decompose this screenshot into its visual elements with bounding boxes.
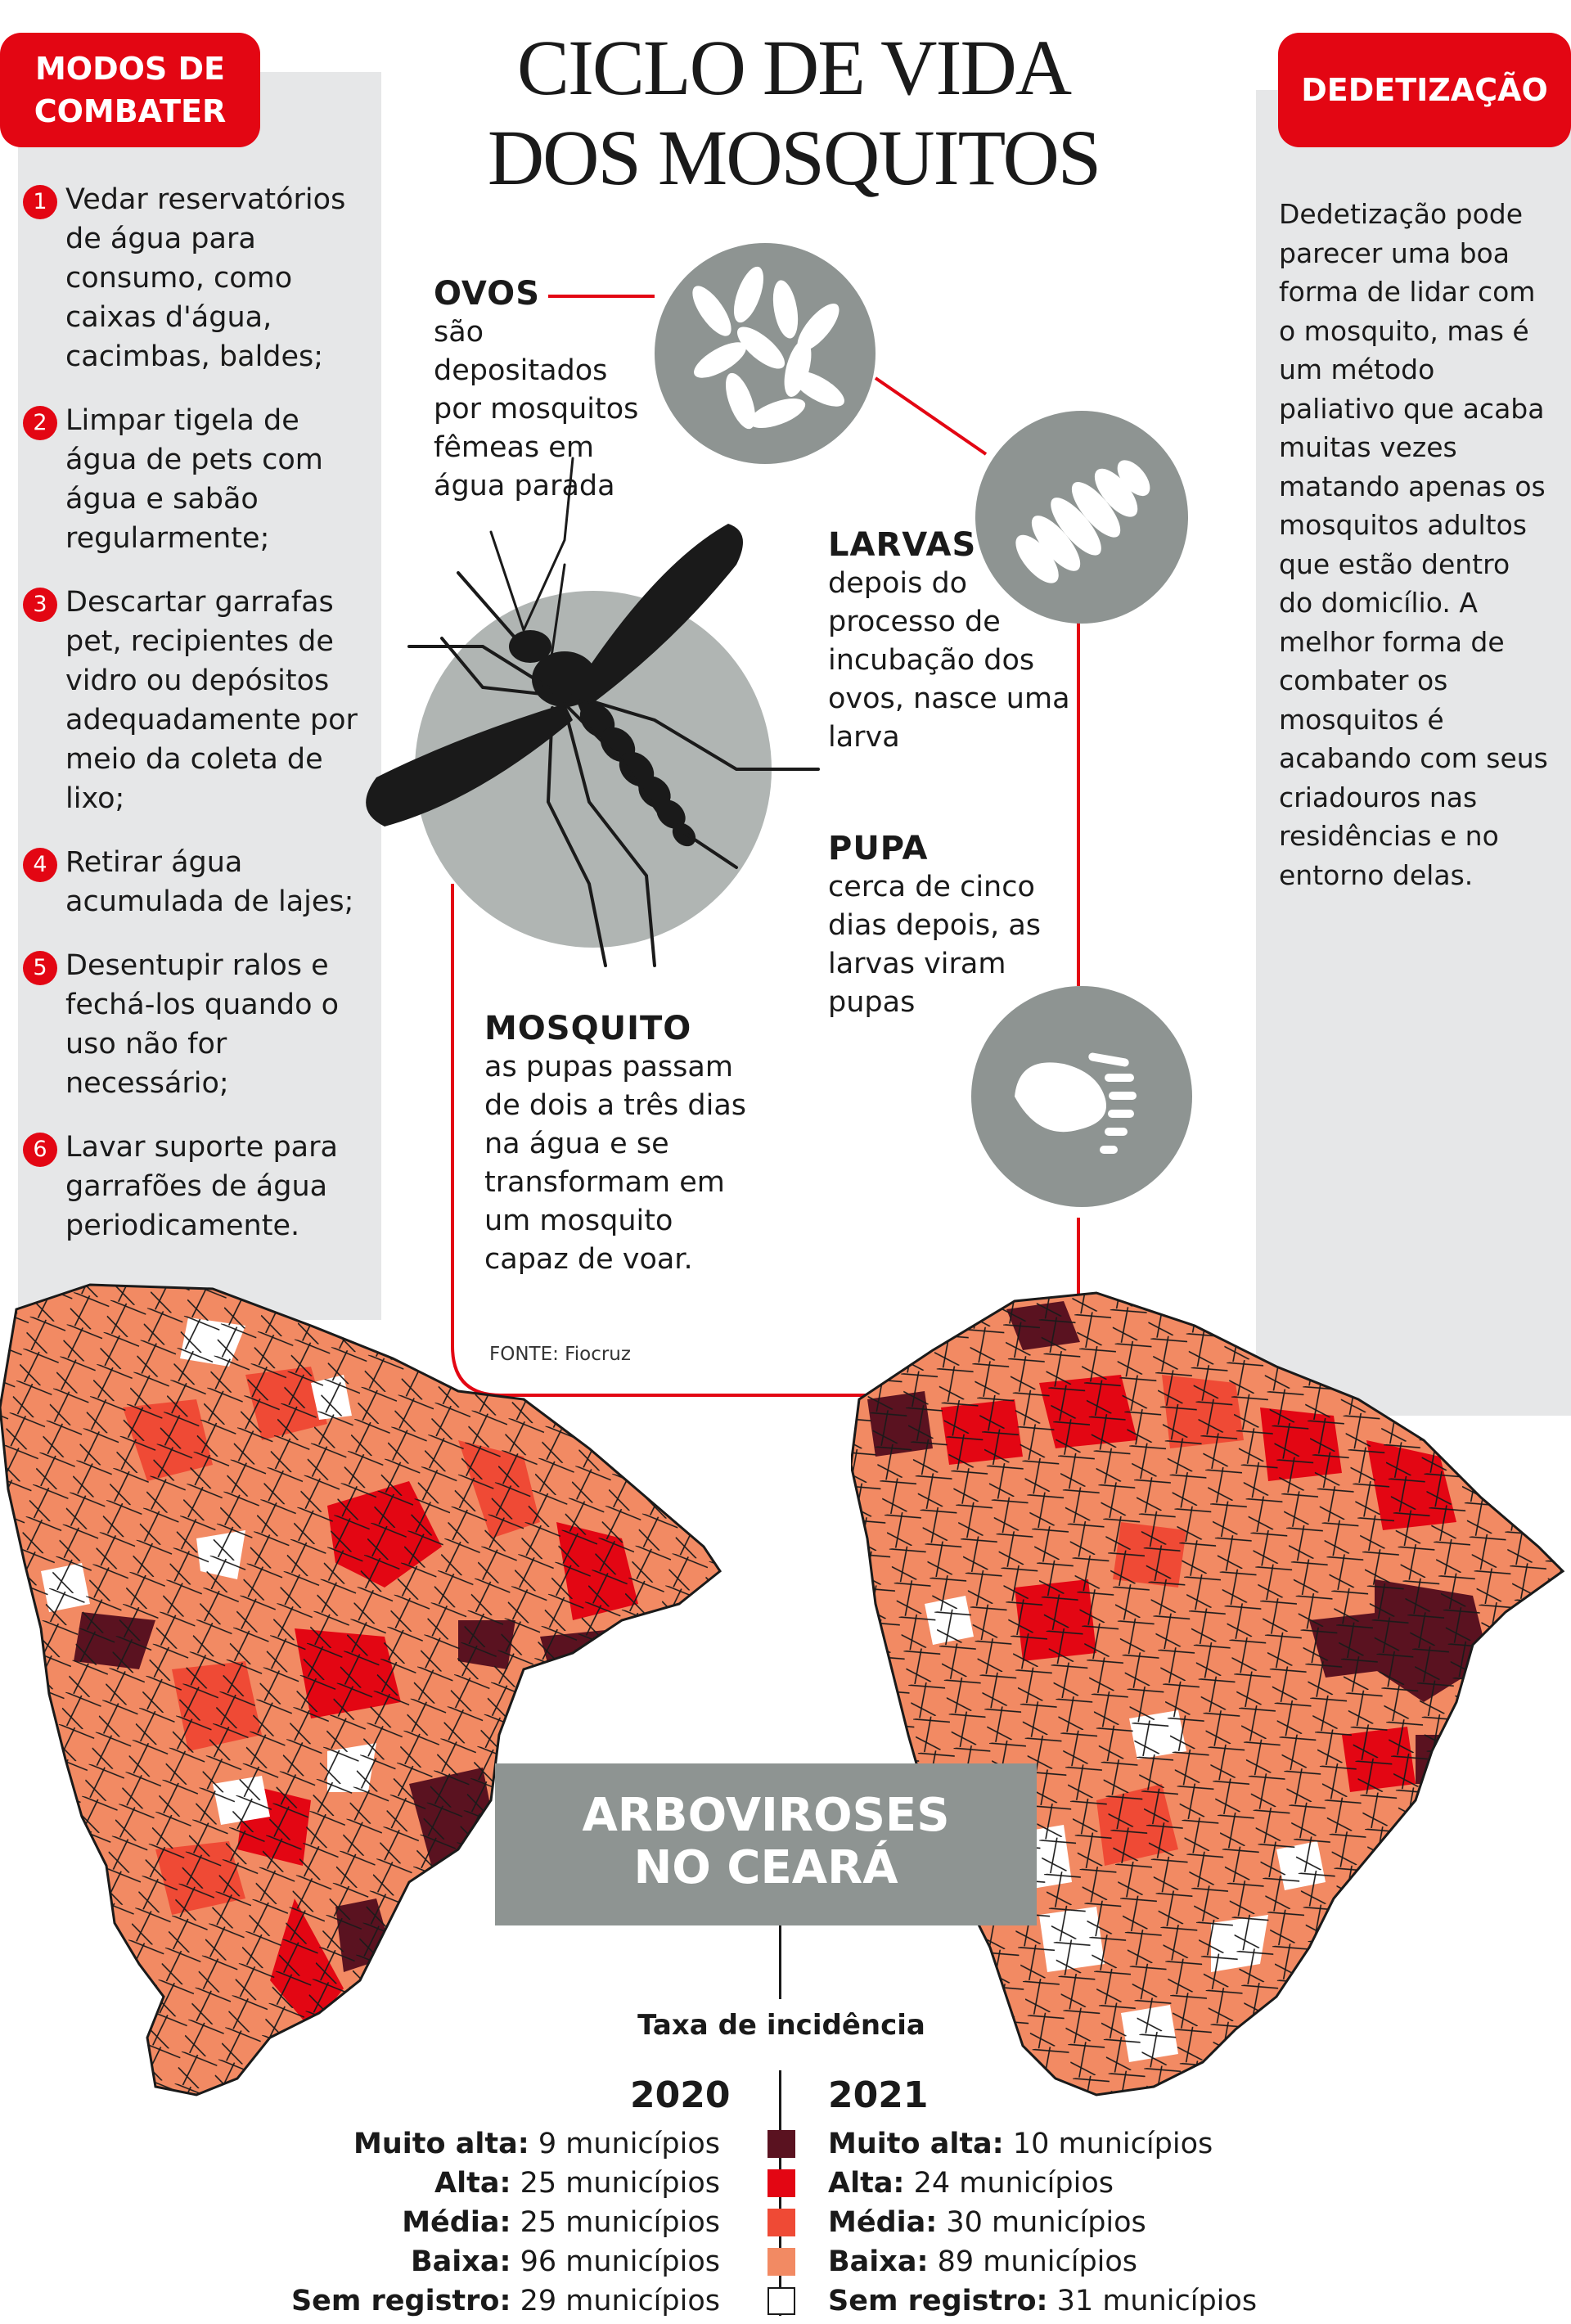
stage-larvas: [828, 525, 1074, 757]
legend-value: 9 municípios: [538, 2128, 720, 2160]
legend-row: [245, 2124, 720, 2164]
legend-year-2020: 2020: [630, 2074, 731, 2116]
step-text: Vedar reservatórios de água para consumo, como caixas d'água, cacimbas, baldes;: [65, 183, 346, 373]
source-credit: FONTE: Fiocruz: [489, 1344, 631, 1365]
legend-row: [828, 2281, 1319, 2321]
legend-value: 10 municípios: [1012, 2128, 1213, 2160]
swatch-muito-alta: [767, 2130, 795, 2158]
stage-mosquito-heading: MOSQUITO: [484, 1010, 692, 1047]
stage-pupa-text: cerca de cinco dias depois, as larvas viram pupas: [828, 871, 1042, 1019]
stage-larvas-text: depois do processo de incubação dos ovos, nasce uma larva: [828, 567, 1070, 754]
legend-row: [828, 2242, 1319, 2281]
step-number-badge: 1: [23, 185, 57, 219]
swatch-baixa: [767, 2248, 795, 2276]
legend-value: 25 municípios: [520, 2206, 720, 2239]
legend-heading: Taxa de incidência: [637, 2009, 925, 2042]
dedetizacao-tag: DEDETIZAÇÃO: [1278, 33, 1571, 147]
title-line2: DOS MOSQUITOS: [487, 114, 1101, 201]
swatch-sem-registro: [767, 2287, 795, 2315]
swatch-media: [767, 2209, 795, 2236]
legend-row: [245, 2164, 720, 2203]
stage-ovos: [434, 274, 663, 506]
legend-swatches: [767, 2130, 795, 2315]
stage-mosquito: [484, 1009, 754, 1279]
combat-tag-line2: COMBATER: [34, 93, 227, 129]
arboviroses-banner: [495, 1763, 1037, 1925]
dedetizacao-text: Dedetização pode parecer uma boa forma de lidar com o mosquito, mas é um método paliativo que acaba muitas vezes matando apenas os mosquitos adultos que estão dentro do domicílio. A melhor forma de combater os mosquitos é acabando com seus criadouros nas residências e no entorno delas.: [1279, 198, 1548, 891]
step-number-badge: 5: [23, 951, 57, 985]
legend-year-2021: 2021: [828, 2074, 929, 2116]
banner-line1: ARBOVIROSES: [582, 1789, 950, 1842]
stage-pupa: [828, 829, 1065, 1022]
swatch-alta: [767, 2169, 795, 2197]
cycle-connector-line: [876, 378, 986, 454]
legend-label: Sem registro:: [828, 2285, 1048, 2317]
step-text: Lavar suporte para garrafões de água periodicamente.: [65, 1131, 338, 1242]
combat-tag-line1: MODOS DE: [34, 51, 226, 87]
legend-label: Alta:: [434, 2167, 511, 2200]
legend-value: 31 municípios: [1056, 2285, 1258, 2317]
step-text: Retirar água acumulada de lajes;: [65, 846, 354, 918]
step-number-badge: 4: [23, 848, 57, 882]
legend-row: [245, 2242, 720, 2281]
banner-line2: NO CEARÁ: [633, 1841, 898, 1894]
legend-value: 89 municípios: [937, 2245, 1138, 2278]
legend-row: [828, 2124, 1319, 2164]
legend-label: Sem registro:: [290, 2285, 511, 2317]
stage-ovos-text: são depositados por mosquitos fêmeas em água parada: [434, 316, 639, 502]
legend-value: 96 municípios: [520, 2245, 720, 2278]
legend-label: Baixa:: [410, 2245, 511, 2278]
title-line1: CICLO DE VIDA: [516, 24, 1071, 111]
legend-label: Alta:: [828, 2167, 905, 2200]
step-number-badge: 2: [23, 406, 57, 440]
legend-row: [828, 2164, 1319, 2203]
legend-row: [245, 2281, 720, 2321]
legend-label: Muito alta:: [353, 2128, 529, 2160]
ceara-map-2020: [0, 1277, 736, 2128]
legend-value: 24 municípios: [913, 2167, 1114, 2200]
legend-label: Média:: [402, 2206, 511, 2239]
stage-mosquito-text: as pupas passam de dois a três dias na água e se transformam em um mosquito capaz de voar.: [484, 1051, 747, 1276]
legend-label: Baixa:: [828, 2245, 929, 2278]
legend-value: 25 municípios: [520, 2167, 720, 2200]
stage-ovos-heading: OVOS: [434, 275, 540, 313]
step-text: Limpar tigela de água de pets com água e sabão regularmente;: [65, 404, 323, 555]
stage-larvas-heading: LARVAS: [828, 526, 977, 564]
legend-2020-list: [245, 2124, 720, 2321]
legend-value: 29 municípios: [520, 2285, 720, 2317]
legend-label: Muito alta:: [828, 2128, 1004, 2160]
step-number-badge: 3: [23, 588, 57, 622]
legend-row: [245, 2203, 720, 2242]
ceara-map-2021: [851, 1277, 1571, 2128]
step-text: Desentupir ralos e fechá-los quando o uso não for necessário;: [65, 949, 340, 1100]
legend-2021-list: [828, 2124, 1319, 2321]
stage-pupa-heading: PUPA: [828, 830, 929, 867]
legend-row: [828, 2203, 1319, 2242]
legend-value: 30 municípios: [946, 2206, 1146, 2239]
step-number-badge: 6: [23, 1133, 57, 1167]
legend-label: Média:: [828, 2206, 938, 2239]
step-text: Descartar garrafas pet, recipientes de vidro ou depósitos adequadamente por meio da coleta de lixo;: [65, 586, 358, 815]
banner-pointer-line: [779, 1925, 781, 1999]
